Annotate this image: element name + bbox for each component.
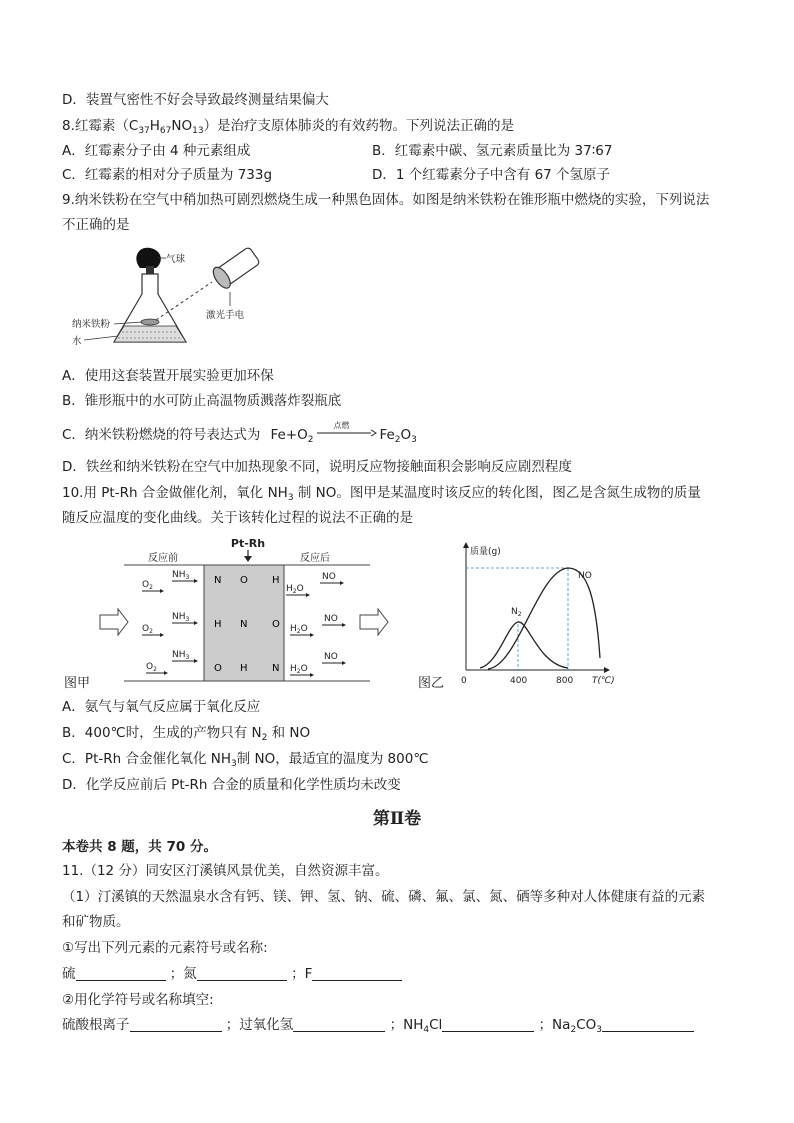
q9-option-c[interactable]: C．纳米铁粉燃烧的符号表达式为 $Fe+O_2$ 点燃 $Fe_2O_3$ [62,421,417,445]
q9-option-d[interactable]: D．铁丝和纳米铁粉在空气中加热现象不同，说明反应物接触面积会影响反应剧烈程度 [62,459,572,475]
q11-element-blanks: 硫 ；氮 ；F [62,965,402,983]
q10-option-b[interactable]: B．400℃时，生成的产物只有 $N_2$ 和 NO [62,725,311,743]
svg-text:H2O: $H_2O$ [290,624,308,635]
q11-part1-line1: （1）汀溪镇的天然温泉水含有钙、镁、钾、氢、钠、硫、磷、氟、氯、氮、硒等多种对人体健康有益的元素 [62,889,706,905]
q7-option-d: D．装置气密性不好会导致最终测量结果偏大 [62,92,329,108]
part2-title: 第Ⅱ卷 [372,809,422,829]
svg-text:O2: $O_2$ [146,662,157,673]
part2-intro: 本卷共 8 题，共 70 分。 [62,839,217,855]
svg-text:N: N [240,619,248,630]
svg-text:800: 800 [556,676,574,686]
blank-nitrogen[interactable] [197,966,287,981]
q8-option-d[interactable]: D．1 个红霉素分子中含有 67 个氢原子 [372,167,611,183]
q10-stem-line1: 10.用 Pt-Rh 合金做催化剂，氧化 $NH_3$ 制 NO。图甲是某温度时该反应的转化图，图乙是含氮生成物的质量 [62,485,701,503]
svg-text:NH3: $NH_3$ [172,650,190,661]
svg-text:H: H [240,663,248,674]
q8-option-b[interactable]: B．红霉素中碳、氢元素质量比为 37∶67 [372,143,613,159]
svg-text:H: H [214,619,222,630]
label-water: 水 [72,336,82,347]
svg-text:O2: $O_2$ [142,624,153,635]
label-balloon: 气球 [166,254,186,265]
svg-text:O: O [214,663,222,674]
q8-option-a[interactable]: A．红霉素分子由 4 种元素组成 [62,143,251,159]
svg-text:NO: NO [578,571,592,581]
q9-apparatus-figure [70,240,270,352]
blank-nh4cl[interactable] [442,1017,534,1032]
blank-sulfur[interactable] [76,966,166,981]
svg-text:H2O: $H_2O$ [286,584,304,595]
svg-text:H: H [272,575,280,586]
q11-sub1: ①写出下列元素的元素符号或名称: [62,940,268,956]
balloon-neck [146,266,154,274]
q11-part1-line2: 和矿物质。 [62,914,130,930]
svg-text:NO: NO [324,614,338,624]
figure-b-label: 图乙 [418,676,445,691]
svg-text:质量(g): 质量(g) [470,547,501,557]
q11-stem: 11.（12 分）同安区汀溪镇风景优美，自然资源丰富。 [62,863,389,879]
figure-a-label: 图甲 [64,676,91,691]
svg-text:0: 0 [461,676,467,686]
svg-text:H2O: $H_2O$ [290,664,308,675]
svg-text:NO: NO [322,572,336,582]
label-laser: 激光手电 [206,310,245,321]
laser-beam [156,282,212,320]
svg-text:NH3: $NH_3$ [172,612,190,623]
svg-text:NH3: $NH_3$ [172,570,190,581]
blank-sulfate-ion[interactable] [130,1017,222,1032]
blank-hydrogen-peroxide[interactable] [293,1017,385,1032]
svg-text:N2: $N_2$ [511,607,522,618]
blank-na2co3[interactable] [602,1017,694,1032]
q8-stem: 8.红霉素$(C_{37}H_{67}NO_{13})$是治疗支原体肺炎的有效药物。下列说法正确的是 [62,118,515,136]
q10-figure-a [62,535,412,693]
svg-text:400: 400 [510,676,528,686]
svg-text:Pt-Rh: Pt-Rh [230,537,266,550]
water-layer [114,326,186,342]
svg-text:反应前: 反应前 [148,553,178,564]
q8-option-c[interactable]: C．红霉素的相对分子质量为 733g [62,167,273,183]
svg-text:O: O [272,619,280,630]
q11-compound-blanks: 硫酸根离子 ；过氧化氢 ；$NH_4Cl$ ；$Na_2CO_3$ [62,1016,694,1039]
svg-text:反应后: 反应后 [300,553,330,564]
svg-text:O2: $O_2$ [142,580,153,591]
q10-option-c[interactable]: C．Pt-Rh 合金催化氧化 $NH_3$制 NO，最适宜的温度为 800℃ [62,751,429,769]
q9-stem-line2: 不正确的是 [62,217,130,233]
q11-sub2: ②用化学符号或名称填空: [62,992,214,1008]
q10-stem-line2: 随反应温度的变化曲线。关于该转化过程的说法不正确的是 [62,510,413,526]
balloon-shape [136,248,160,268]
svg-text:T(℃): T(℃) [592,676,615,686]
n2-curve [480,622,568,668]
q10-option-a[interactable]: A．氨气与氧气反应属于氧化反应 [62,699,261,715]
svg-text:N: N [272,663,280,674]
svg-text:NO: NO [324,652,338,662]
svg-text:O: O [240,575,248,586]
q9-option-a[interactable]: A．使用这套装置开展实验更加环保 [62,368,274,384]
q9-option-b[interactable]: B．锥形瓶中的水可防止高温物质溅落炸裂瓶底 [62,393,342,409]
q10-figure-b [418,540,638,692]
svg-text:N: N [214,575,222,586]
q9-stem-line1: 9.纳米铁粉在空气中稍加热可剧烈燃烧生成一种黑色固体。如图是纳米铁粉在锥形瓶中燃烧的实验，下列说法 [62,192,710,208]
label-nano-iron: 纳米铁粉 [72,319,111,330]
blank-fluorine[interactable] [312,966,402,981]
q10-option-d[interactable]: D．化学反应前后 Pt-Rh 合金的质量和化学性质均未改变 [62,777,401,793]
